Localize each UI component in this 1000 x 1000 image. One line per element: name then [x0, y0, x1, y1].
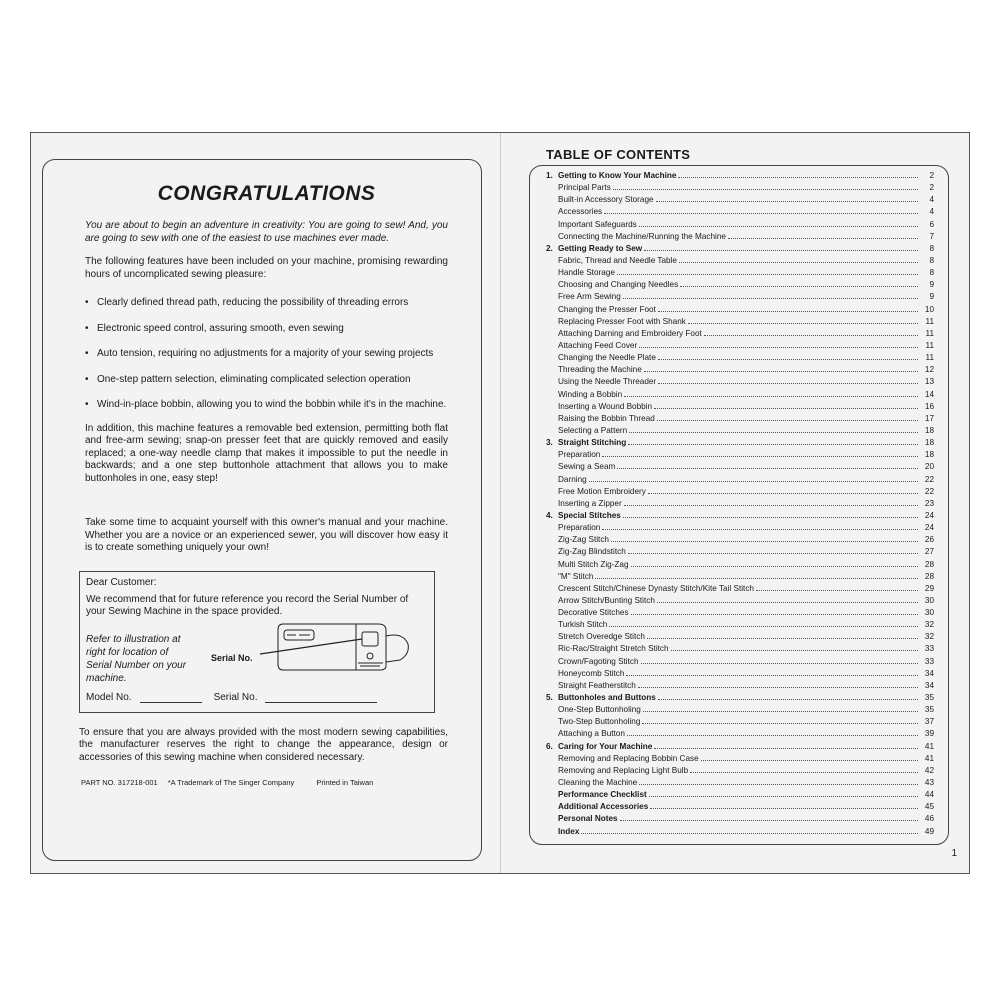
toc-section-entry [546, 437, 934, 449]
toc-entry-page: 11 [925, 328, 934, 338]
toc-entry-page: 22 [924, 486, 934, 496]
toc-entry-title: Attaching Feed Cover [558, 340, 638, 350]
toc-entry-page: 46 [924, 814, 934, 824]
toc-entry-page: 49 [924, 826, 934, 836]
toc-entry-title: Important Safeguards [558, 219, 637, 229]
toc-entry [546, 765, 934, 777]
toc-entry-page: 11 [925, 316, 934, 326]
toc-dot-leader [656, 201, 918, 202]
toc-entry-page: 8 [929, 255, 934, 265]
toc-entry-title: Handle Storage [558, 268, 615, 278]
toc-entry [546, 571, 934, 583]
toc-entry-page: 37 [924, 717, 934, 727]
part-number: PART NO. 317218-001 [81, 778, 158, 787]
toc-entry-title: Replacing Presser Foot with Shank [558, 316, 686, 326]
toc-entry-page: 7 [929, 231, 934, 241]
toc-entry-title: Removing and Replacing Light Bulb [558, 765, 689, 775]
toc-dot-leader [629, 432, 918, 433]
toc-entry [546, 425, 934, 437]
toc-entry-title: Accessories [558, 207, 603, 217]
toc-entry-page: 18 [924, 438, 934, 448]
toc-entry-title: Turkish Stitch [558, 620, 608, 630]
toc-entry [546, 728, 934, 740]
toc-dot-leader [620, 820, 918, 821]
toc-entry [546, 486, 934, 498]
toc-dot-leader [627, 735, 918, 736]
toc-entry-page: 2 [929, 183, 934, 193]
toc-entry [546, 413, 934, 425]
toc-entry-page: 34 [924, 680, 934, 690]
toc-dot-leader [602, 456, 918, 457]
toc-dot-leader [628, 553, 918, 554]
toc-entry-title: Caring for Your Machine [558, 741, 653, 751]
toc-dot-leader [658, 699, 918, 700]
toc-entry-title: Inserting a Zipper [558, 498, 622, 508]
toc-entry [546, 389, 934, 401]
toc-section-entry [546, 741, 934, 753]
toc-section-entry [546, 510, 934, 522]
toc-entry-page: 8 [929, 243, 934, 253]
toc-entry-page: 9 [929, 280, 934, 290]
toc-entry [546, 668, 934, 680]
toc-dot-leader [680, 286, 918, 287]
toc-entry-page: 28 [924, 559, 934, 569]
toc-entry-page: 30 [924, 595, 934, 605]
toc-entry-title: One-Step Buttonholing [558, 705, 641, 715]
toc-entry-page: 9 [929, 292, 934, 302]
toc-entry-title: Winding a Bobbin [558, 389, 623, 399]
toc-entry [546, 656, 934, 668]
model-label: Model No. [86, 691, 132, 703]
toc-dot-leader [649, 796, 918, 797]
toc-entry-title: Getting Ready to Sew [558, 243, 643, 253]
toc-entry-title: Getting to Know Your Machine [558, 171, 677, 180]
toc-entry-page: 12 [924, 365, 934, 375]
toc-entry [546, 522, 934, 534]
toc-dot-leader [658, 383, 918, 384]
toc-entry-title: Connecting the Machine/Running the Machine [558, 231, 726, 241]
sewing-machine-illustration [258, 618, 423, 680]
toc-entry [546, 546, 934, 558]
toc-entry-page: 41 [924, 741, 934, 751]
printed-in: Printed in Taiwan [316, 778, 374, 787]
toc-entry-page: 39 [924, 729, 934, 739]
toc-entry-title: Arrow Stitch/Bunting Stitch [558, 595, 655, 605]
toc-entry [546, 364, 934, 376]
toc-section-entry [546, 170, 934, 182]
toc-frame [529, 165, 949, 845]
toc-entry-title: Zig-Zag Blindstitch [558, 547, 626, 557]
toc-entry-page: 24 [924, 510, 934, 520]
toc-dot-leader [658, 359, 918, 360]
toc-entry-title: Crown/Fagoting Stitch [558, 656, 639, 666]
toc-entry-page: 42 [924, 765, 934, 775]
toc-entry-page: 13 [924, 377, 934, 387]
feature-item: • One-step pattern selection, eliminating complicated selection operation [85, 374, 448, 387]
toc-list [546, 170, 934, 838]
toc-entry-title: Raising the Bobbin Thread [558, 413, 655, 423]
toc-dot-leader [704, 335, 918, 336]
toc-entry [546, 316, 934, 328]
toc-dot-leader [628, 444, 918, 445]
toc-entry [546, 461, 934, 473]
toc-entry-title: Personal Notes [558, 814, 618, 824]
toc-dot-leader [690, 772, 918, 773]
toc-dot-leader [617, 468, 918, 469]
toc-entry [546, 231, 934, 243]
toc-dot-leader [624, 505, 918, 506]
toc-dot-leader [639, 347, 918, 348]
toc-entry-page: 17 [924, 413, 934, 423]
toc-dot-leader [581, 833, 918, 834]
toc-dot-leader [617, 274, 918, 275]
toc-entry-title: Straight Stitching [558, 438, 627, 448]
toc-section-entry [546, 692, 934, 704]
toc-dot-leader [626, 675, 918, 676]
features-intro: The following features have been included on your machine, promising rewarding hours of uncomplicated sewing pleasure: [85, 256, 448, 280]
toc-entry-page: 34 [924, 668, 934, 678]
toc-entry-page: 27 [924, 547, 934, 557]
serial-label: Serial No. [213, 691, 258, 703]
toc-entry-title: Buttonholes and Buttons [558, 693, 656, 703]
toc-entry-page: 32 [924, 632, 934, 642]
toc-dot-leader [624, 396, 918, 397]
feature-item: • Clearly defined thread path, reducing the possibility of threading errors [85, 297, 448, 310]
toc-dot-leader [644, 250, 918, 251]
toc-dot-leader [701, 760, 918, 761]
toc-entry-title: Decorative Stitches [558, 608, 629, 618]
toc-dot-leader [657, 602, 918, 603]
toc-entry [546, 267, 934, 279]
page-title: CONGRATULATIONS [157, 182, 376, 205]
toc-entry-page: 18 [924, 450, 934, 460]
toc-entry-title: Preparation [558, 450, 601, 460]
toc-entry [546, 619, 934, 631]
toc-entry-title: Straight Featherstitch [558, 680, 636, 690]
toc-entry-page: 30 [924, 608, 934, 618]
toc-dot-leader [679, 262, 918, 263]
serial-callout-label: Serial No. [211, 652, 253, 663]
toc-entry [546, 449, 934, 461]
toc-entry [546, 340, 934, 352]
toc-entry [546, 534, 934, 546]
toc-entry [546, 498, 934, 510]
model-serial-row [86, 692, 377, 703]
model-number-blank [140, 693, 202, 703]
right-page [500, 133, 969, 873]
toc-entry-page: 35 [924, 693, 934, 703]
toc-entry-page: 33 [924, 656, 934, 666]
toc-entry [546, 826, 934, 838]
toc-entry-title: Cleaning the Machine [558, 778, 638, 788]
toc-entry-title: Attaching Darning and Embroidery Foot [558, 328, 702, 338]
toc-entry [546, 753, 934, 765]
toc-entry-title: Fabric, Thread and Needle Table [558, 255, 677, 265]
toc-entry-title: Selecting a Pattern [558, 425, 628, 435]
toc-dot-leader [604, 213, 918, 214]
toc-entry-title: Choosing and Changing Needles [558, 280, 679, 290]
acquaint-paragraph: Take some time to acquaint yourself with this owner's manual and your machine. Whether you are a novice or an experienced sewer, you will discover how easy it is to create something uniquely your own! [85, 517, 448, 553]
toc-entry [546, 328, 934, 340]
toc-entry-number: 2. [546, 243, 553, 253]
toc-entry [546, 194, 934, 206]
toc-dot-leader [648, 493, 918, 494]
toc-entry-page: 14 [924, 389, 934, 399]
toc-entry [546, 704, 934, 716]
toc-dot-leader [639, 226, 918, 227]
toc-entry-page: 8 [929, 268, 934, 278]
toc-dot-leader [643, 711, 918, 712]
toc-entry [546, 376, 934, 388]
feature-item: • Electronic speed control, assuring smooth, even sewing [85, 323, 448, 336]
toc-entry [546, 182, 934, 194]
toc-entry-page: 6 [929, 219, 934, 229]
toc-entry [546, 583, 934, 595]
addition-paragraph: In addition, this machine features a removable bed extension, permitting both flat and free-arm sewing; snap-on presser feet that are quickly removed and easily replaced; a one-way needle clamp that makes it impossible to put the needle in backwards; and a one step buttonhole attachment that allows you to make buttonholes in one, easy step! [85, 422, 448, 484]
toc-dot-leader [688, 323, 918, 324]
toc-entry [546, 352, 934, 364]
toc-entry-page: 4 [929, 207, 934, 217]
toc-dot-leader [595, 578, 918, 579]
toc-entry-page: 4 [929, 195, 934, 205]
intro-paragraph: You are about to begin an adventure in creativity: You are going to sew! And, you are going to sew with one of the easiest to use machines ever made. [85, 220, 448, 244]
toc-entry-title: Preparation [558, 523, 601, 533]
feature-item: • Wind-in-place bobbin, allowing you to wind the bobbin while it's in the machine. [85, 399, 448, 412]
toc-entry-page: 41 [924, 753, 934, 763]
toc-entry-title: Free Arm Sewing [558, 292, 621, 302]
trademark-note: *A Trademark of The Singer Company [167, 778, 295, 787]
toc-dot-leader [631, 614, 918, 615]
toc-entry [546, 716, 934, 728]
toc-entry-page: 35 [924, 705, 934, 715]
toc-entry-title: Special Stitches [558, 510, 621, 520]
toc-dot-leader [638, 687, 918, 688]
toc-entry-page: 2 [929, 171, 934, 180]
toc-entry [546, 789, 934, 801]
toc-entry-title: Performance Checklist [558, 790, 647, 800]
toc-entry-page: 29 [924, 583, 934, 593]
toc-section-entry [546, 243, 934, 255]
toc-entry-title: Honeycomb Stitch [558, 668, 625, 678]
ensure-paragraph: To ensure that you are always provided with the most modern sewing capabilities, the manufacturer reserves the right to change the appearance, design or accessories of this sewing machine when considered necessary. [79, 726, 448, 763]
toc-entry [546, 291, 934, 303]
toc-entry [546, 631, 934, 643]
toc-entry-title: Zig-Zag Stitch [558, 535, 609, 545]
left-page [31, 133, 500, 873]
page-number: 1 [951, 848, 957, 859]
toc-entry-title: Multi Stitch Zig-Zag [558, 559, 629, 569]
toc-entry-page: 23 [924, 498, 934, 508]
toc-entry-page: 33 [924, 644, 934, 654]
toc-entry-title: Crescent Stitch/Chinese Dynasty Stitch/Kite Tail Stitch [558, 583, 754, 593]
feature-item: • Auto tension, requiring no adjustments for a majority of your sewing projects [85, 348, 448, 361]
toc-entry-title: Additional Accessories [558, 802, 649, 812]
toc-entry-number: 1. [546, 171, 553, 180]
serial-recommendation: We recommend that for future reference you record the Serial Number of your Sewing Machine in the space provided. [86, 593, 409, 617]
toc-entry [546, 595, 934, 607]
toc-dot-leader [671, 650, 918, 651]
toc-dot-leader [641, 663, 918, 664]
toc-dot-leader [642, 723, 918, 724]
toc-entry-title: Threading the Machine [558, 365, 642, 375]
toc-dot-leader [658, 311, 918, 312]
toc-entry-title: Changing the Presser Foot [558, 304, 656, 314]
toc-heading: TABLE OF CONTENTS [546, 147, 691, 162]
toc-entry-title: Sewing a Seam [558, 462, 616, 472]
toc-dot-leader [589, 481, 918, 482]
toc-entry-title: Removing and Replacing Bobbin Case [558, 753, 699, 763]
manual-spread [30, 132, 970, 874]
toc-entry-page: 28 [924, 571, 934, 581]
toc-entry-page: 44 [924, 790, 934, 800]
toc-dot-leader [654, 748, 918, 749]
toc-entry [546, 559, 934, 571]
toc-entry [546, 813, 934, 825]
congratulations-frame [42, 159, 482, 861]
toc-entry-page: 16 [924, 401, 934, 411]
toc-dot-leader [623, 298, 918, 299]
toc-entry-number: 5. [546, 693, 553, 703]
toc-entry-title: Darning [558, 474, 587, 484]
toc-dot-leader [654, 408, 918, 409]
toc-entry [546, 401, 934, 413]
toc-entry-number: 3. [546, 438, 553, 448]
toc-entry [546, 777, 934, 789]
toc-entry-title: Index [558, 826, 580, 836]
toc-entry-page: 22 [924, 474, 934, 484]
toc-dot-leader [611, 541, 918, 542]
toc-entry-title: Using the Needle Threader [558, 377, 657, 387]
toc-entry-title: Ric-Rac/Straight Stretch Stitch [558, 644, 669, 654]
toc-entry-title: Principal Parts [558, 183, 611, 193]
toc-dot-leader [728, 238, 918, 239]
toc-entry-page: 11 [925, 340, 934, 350]
toc-dot-leader [613, 189, 918, 190]
toc-entry [546, 219, 934, 231]
toc-entry-page: 10 [924, 304, 934, 314]
toc-dot-leader [756, 590, 918, 591]
toc-entry [546, 680, 934, 692]
toc-dot-leader [644, 371, 918, 372]
toc-entry [546, 801, 934, 813]
toc-dot-leader [678, 177, 918, 178]
toc-entry-title: Two-Step Buttonholing [558, 717, 641, 727]
toc-entry-title: Changing the Needle Plate [558, 353, 656, 363]
toc-entry [546, 255, 934, 267]
toc-entry-title: "M" Stitch [558, 571, 594, 581]
toc-entry-page: 45 [924, 802, 934, 812]
toc-entry-page: 24 [924, 523, 934, 533]
toc-dot-leader [631, 566, 918, 567]
toc-entry-page: 26 [924, 535, 934, 545]
toc-entry-page: 11 [925, 353, 934, 363]
toc-entry-title: Inserting a Wound Bobbin [558, 401, 653, 411]
toc-entry [546, 643, 934, 655]
feature-list [85, 297, 448, 412]
toc-entry [546, 304, 934, 316]
toc-dot-leader [657, 420, 918, 421]
refer-note: Refer to illustration at right for location of Serial Number on your machine. [86, 633, 187, 684]
toc-entry [546, 279, 934, 291]
toc-dot-leader [639, 784, 918, 785]
toc-entry-page: 18 [924, 425, 934, 435]
toc-entry-page: 20 [924, 462, 934, 472]
toc-entry [546, 206, 934, 218]
toc-entry-title: Attaching a Button [558, 729, 625, 739]
toc-entry-number: 6. [546, 741, 553, 751]
toc-dot-leader [609, 626, 918, 627]
toc-dot-leader [623, 517, 918, 518]
toc-entry-number: 4. [546, 510, 553, 520]
toc-entry-page: 32 [924, 620, 934, 630]
toc-entry-title: Free Motion Embroidery [558, 486, 646, 496]
toc-entry [546, 607, 934, 619]
serial-number-blank [265, 693, 377, 703]
left-footer [81, 778, 448, 787]
toc-dot-leader [647, 638, 918, 639]
toc-entry-page: 43 [924, 778, 934, 788]
toc-dot-leader [650, 808, 918, 809]
customer-greeting: Dear Customer: [86, 576, 157, 588]
dear-customer-box [79, 571, 435, 713]
toc-entry [546, 474, 934, 486]
toc-entry-title: Built-in Accessory Storage [558, 195, 654, 205]
toc-entry-title: Stretch Overedge Stitch [558, 632, 645, 642]
toc-dot-leader [602, 529, 918, 530]
